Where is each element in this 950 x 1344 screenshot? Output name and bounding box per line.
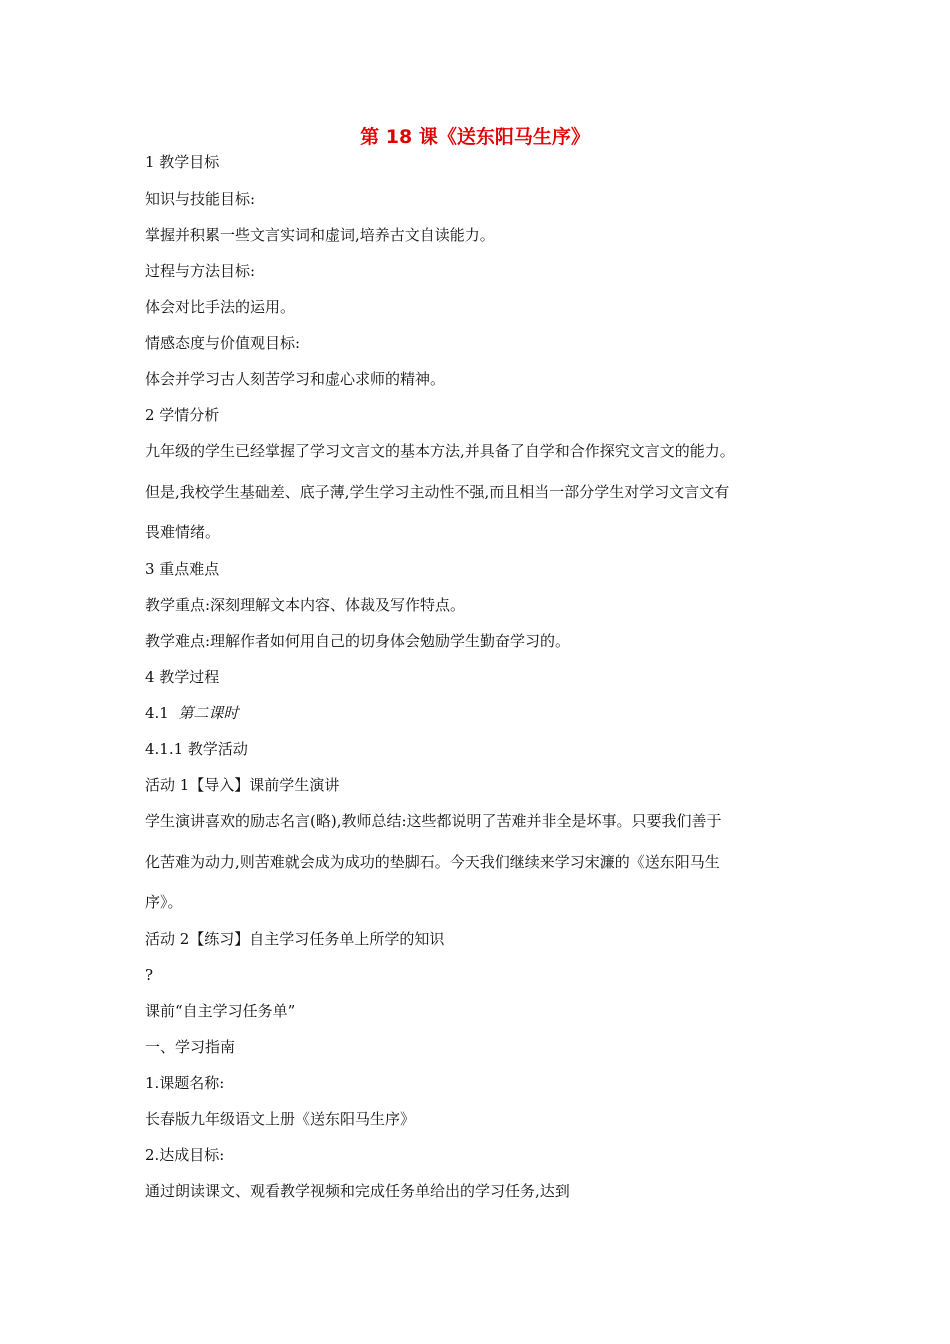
paragraph: 序》。 [145,893,183,911]
paragraph: 九年级的学生已经掌握了学习文言文的基本方法,并具备了自学和合作探究文言文的能力。 [145,442,735,460]
subsection-heading [145,703,835,723]
section-heading-analysis: 2 学情分析 [145,406,220,424]
section-heading-process: 4 教学过程 [145,668,220,686]
paragraph: 一、学习指南 [145,1038,236,1056]
paragraph: 2.达成目标: [145,1146,225,1164]
section-heading-key-points: 3 重点难点 [145,560,220,578]
subsection-number: 4.1 [145,704,169,722]
paragraph: 通过朗读课文、观看教学视频和完成任务单给出的学习任务,达到 [145,1182,570,1200]
paragraph: 畏难情绪。 [145,523,221,541]
paragraph: 1.课题名称: [145,1074,225,1092]
page-title: 第 18 课《送东阳马生序》 [360,126,590,148]
paragraph: 但是,我校学生基础差、底子薄,学生学习主动性不强,而且相当一部分学生对学习文言文有 [145,483,730,501]
activity-heading: 活动 1【导入】课前学生演讲 [145,776,340,794]
paragraph: 体会对比手法的运用。 [145,298,296,316]
subsection-title: 第二课时 [178,704,239,722]
paragraph: 知识与技能目标: [145,190,256,208]
paragraph: ? [145,966,154,984]
paragraph: 教学重点:深刻理解文本内容、体裁及写作特点。 [145,596,466,614]
section-heading-objectives: 1 教学目标 [145,153,220,171]
paragraph: 长春版九年级语文上册《送东阳马生序》 [145,1110,416,1128]
subsection-heading: 4.1.1 教学活动 [145,740,248,758]
paragraph: 课前“自主学习任务单” [145,1002,296,1020]
paragraph: 情感态度与价值观目标: [145,334,301,352]
paragraph: 过程与方法目标: [145,262,256,280]
paragraph: 掌握并积累一些文言实词和虚词,培养古文自读能力。 [145,226,495,244]
paragraph: 教学难点:理解作者如何用自己的切身体会勉励学生勤奋学习的。 [145,632,571,650]
paragraph: 体会并学习古人刻苦学习和虚心求师的精神。 [145,370,446,388]
paragraph: 化苦难为动力,则苦难就会成为成功的垫脚石。今天我们继续来学习宋濂的《送东阳马生 [145,853,720,871]
paragraph: 学生演讲喜欢的励志名言(略),教师总结:这些都说明了苦难并非全是坏事。只要我们善于 [145,812,722,830]
activity-heading: 活动 2【练习】自主学习任务单上所学的知识 [145,930,445,948]
